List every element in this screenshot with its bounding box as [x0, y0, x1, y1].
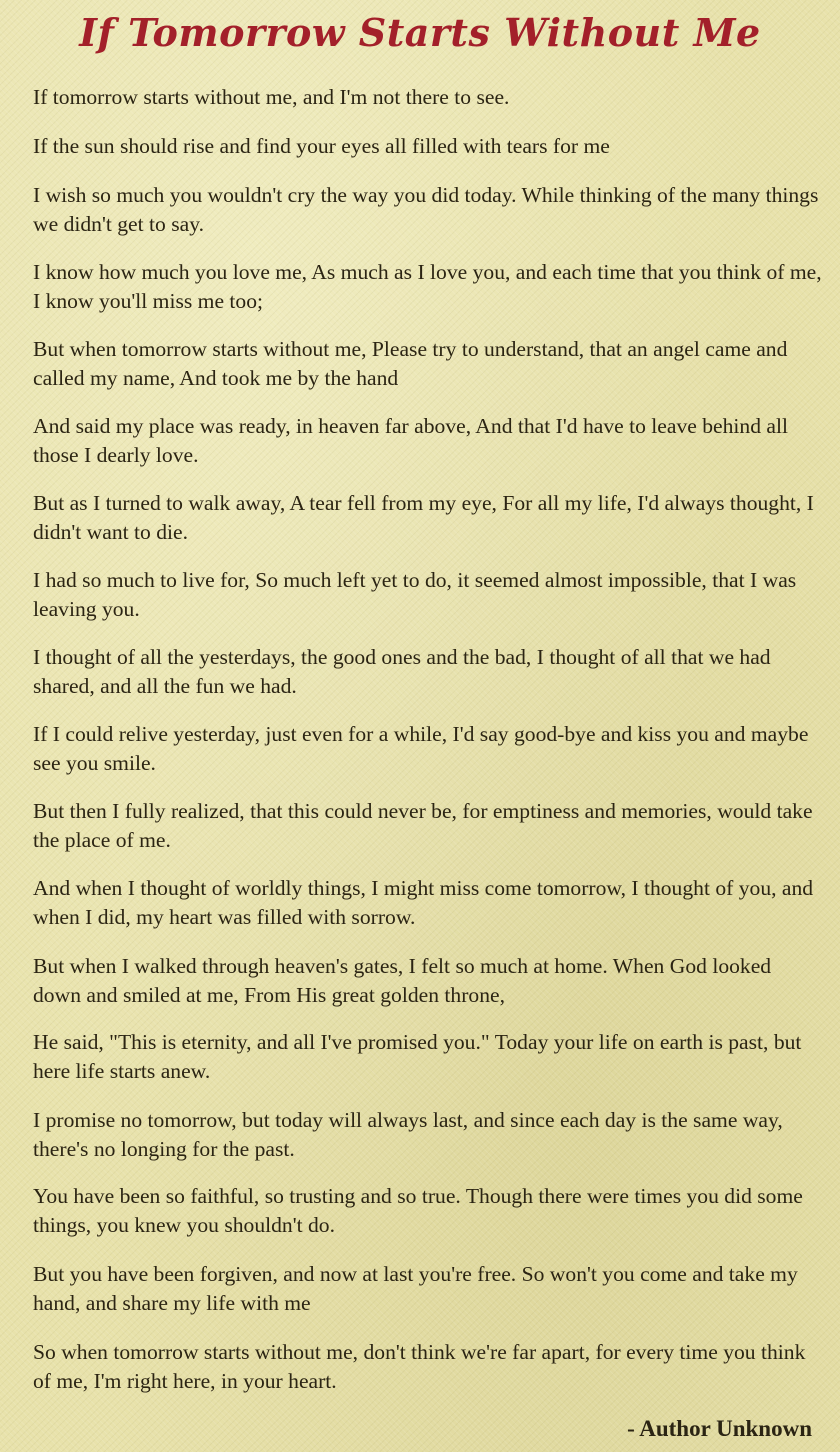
- stanza: I know how much you love me, As much as I love you, and each time that you think of me, I know you'll miss me too;: [33, 260, 822, 313]
- author-attribution: - Author Unknown: [627, 1416, 812, 1441]
- stanza: And when I thought of worldly things, I might miss come tomorrow, I thought of you, and when I did, my heart was filled with sorrow.: [33, 876, 814, 929]
- stanza: If the sun should rise and find your eyes all filled with tears for me: [33, 134, 610, 158]
- stanza: But then I fully realized, that this could never be, for emptiness and memories, would take the place of me.: [33, 799, 813, 852]
- stanza: If tomorrow starts without me, and I'm not there to see.: [33, 85, 510, 109]
- stanza: But as I turned to walk away, A tear fell from my eye, For all my life, I'd always thought, I didn't want to die.: [33, 491, 814, 544]
- stanza: But you have been forgiven, and now at last you're free. So won't you come and take my hand, and share my life with me: [33, 1262, 798, 1315]
- poem-title: If Tomorrow Starts Without Me: [79, 10, 761, 55]
- stanza: And said my place was ready, in heaven far above, And that I'd have to leave behind all those I dearly love.: [33, 414, 789, 467]
- stanza: But when tomorrow starts without me, Please try to understand, that an angel came and called my name, And took me by the hand: [33, 337, 788, 390]
- stanza: So when tomorrow starts without me, don't think we're far apart, for every time you think of me, I'm right here, in your heart.: [33, 1340, 806, 1393]
- stanza: You have been so faithful, so trusting and so true. Though there were times you did some things, you knew you shouldn't do.: [33, 1184, 803, 1237]
- stanza: He said, "This is eternity, and all I've promised you." Today your life on earth is past, but here life starts anew.: [33, 1030, 802, 1083]
- stanza: I promise no tomorrow, but today will always last, and since each day is the same way, there's no longing for the past.: [33, 1108, 783, 1161]
- stanza: I had so much to live for, So much left yet to do, it seemed almost impossible, that I was leaving you.: [33, 568, 797, 621]
- stanza: But when I walked through heaven's gates, I felt so much at home. When God looked down and smiled at me, From His great golden throne,: [33, 954, 772, 1007]
- stanza: I wish so much you wouldn't cry the way you did today. While thinking of the many things we didn't get to say.: [33, 183, 819, 236]
- stanza: If I could relive yesterday, just even for a while, I'd say good-bye and kiss you and maybe see you smile.: [33, 722, 809, 775]
- stanza: I thought of all the yesterdays, the good ones and the bad, I thought of all that we had shared, and all the fun we had.: [33, 645, 771, 698]
